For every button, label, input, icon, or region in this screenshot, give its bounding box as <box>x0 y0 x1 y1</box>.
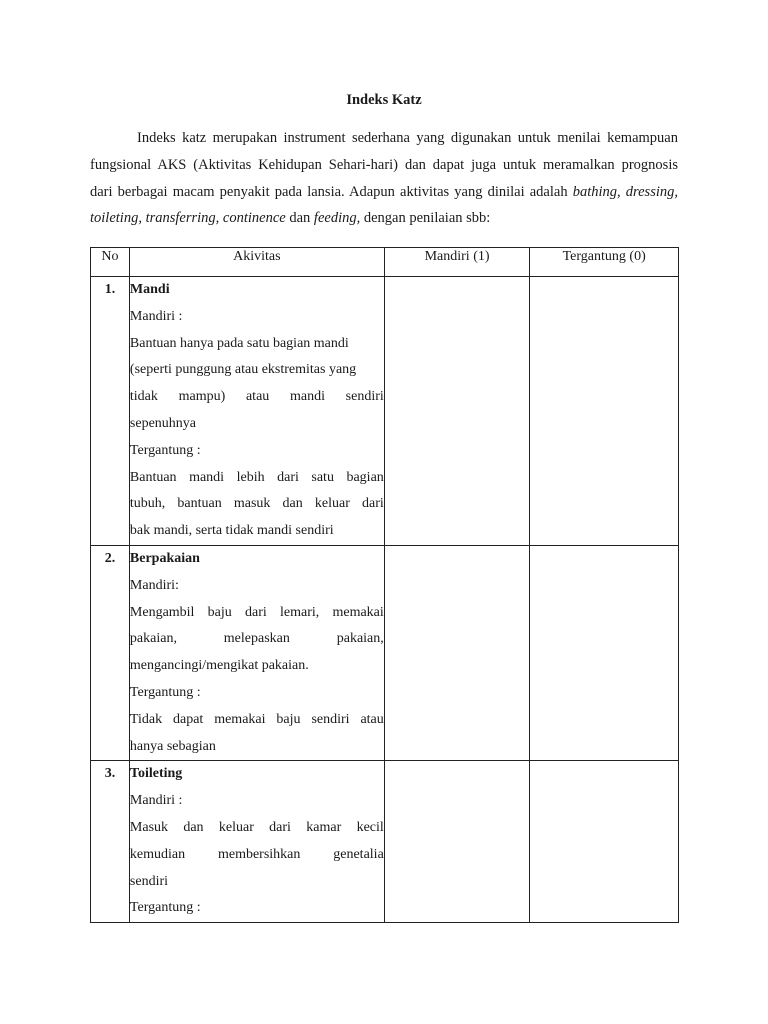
activity-line: Mandiri : <box>129 308 183 324</box>
activity-line: mengancingi/mengikat pakaian. <box>129 658 309 674</box>
activity-line: Mandiri : <box>129 793 183 809</box>
activity-line: Tidak dapat memakai baju sendiri atau <box>129 711 384 727</box>
table-row <box>91 277 679 546</box>
intro-line-4-italic-2: feeding, <box>313 210 361 227</box>
activity-line: Mengambil baju dari lemari, memakai <box>129 604 384 620</box>
table-row <box>91 761 679 923</box>
independent-score-cell[interactable] <box>384 761 530 923</box>
activity-cell <box>129 546 384 761</box>
document-title: Indeks Katz <box>346 92 422 108</box>
activity-line: tubuh, bantuan masuk dan keluar dari <box>129 496 384 512</box>
activity-title: Berpakaian <box>129 551 200 566</box>
intro-line-4-italic-1: toileting, transferring, continence <box>90 210 286 227</box>
row-number: 2. <box>91 546 130 761</box>
independent-score-cell[interactable] <box>384 546 530 761</box>
activity-line: bak mandi, serta tidak mandi sendiri <box>129 523 334 539</box>
intro-line-4-text-2: dengan penilaian sbb: <box>360 210 491 227</box>
activity-line: sendiri <box>129 873 169 889</box>
dependent-score-cell[interactable] <box>530 277 679 546</box>
row-number: 3. <box>91 761 130 923</box>
independent-score-cell[interactable] <box>384 277 530 546</box>
intro-paragraph <box>90 125 678 232</box>
header-no: No <box>91 248 130 277</box>
activity-line: Bantuan mandi lebih dari satu bagian <box>129 469 384 485</box>
table-header-row <box>91 248 679 277</box>
activity-line: pakaian, melepaskan pakaian, <box>129 631 384 647</box>
dependent-score-cell[interactable] <box>530 761 679 923</box>
row-number: 1. <box>91 277 130 546</box>
activity-line: Tergantung : <box>129 442 201 458</box>
activity-line: Tergantung : <box>129 684 201 700</box>
activity-cell <box>129 761 384 923</box>
activity-line: tidak mampu) atau mandi sendiri <box>129 389 384 405</box>
katz-index-table <box>90 247 679 923</box>
intro-line-1: Indeks katz merupakan instrument sederhana yang digunakan untuk menilai kemampuan <box>137 130 678 146</box>
activity-line: (seperti punggung atau ekstremitas yang <box>129 362 357 378</box>
intro-line-2: fungsional AKS (Aktivitas Kehidupan Sehari-hari) dan dapat juga untuk meramalkan prognosis <box>90 156 678 173</box>
intro-line-3-text: dari berbagai macam penyakit pada lansia. Adapun aktivitas yang dinilai adalah <box>90 183 573 200</box>
activity-line: kemudian membersihkan genetalia <box>129 846 384 862</box>
activity-cell <box>129 277 384 546</box>
intro-line-3-italic: bathing, dressing, <box>572 183 678 200</box>
header-dependent: Tergantung (0) <box>530 248 679 277</box>
activity-line: Tergantung : <box>129 900 201 916</box>
activity-title: Toileting <box>129 766 183 782</box>
activity-line: Masuk dan keluar dari kamar kecil <box>129 819 384 835</box>
header-activity: Akivitas <box>129 248 384 277</box>
intro-line-4-text-1: dan <box>285 210 314 227</box>
dependent-score-cell[interactable] <box>530 546 679 761</box>
activity-title: Mandi <box>129 282 170 297</box>
intro-line-4 <box>90 205 678 232</box>
header-independent: Mandiri (1) <box>384 248 530 277</box>
activity-line: Mandiri: <box>129 577 179 593</box>
intro-line-3 <box>90 179 678 206</box>
activity-line: sepenuhnya <box>129 415 196 431</box>
activity-line: Bantuan hanya pada satu bagian mandi <box>129 335 349 351</box>
activity-line: hanya sebagian <box>129 738 216 754</box>
table-row <box>91 546 679 761</box>
